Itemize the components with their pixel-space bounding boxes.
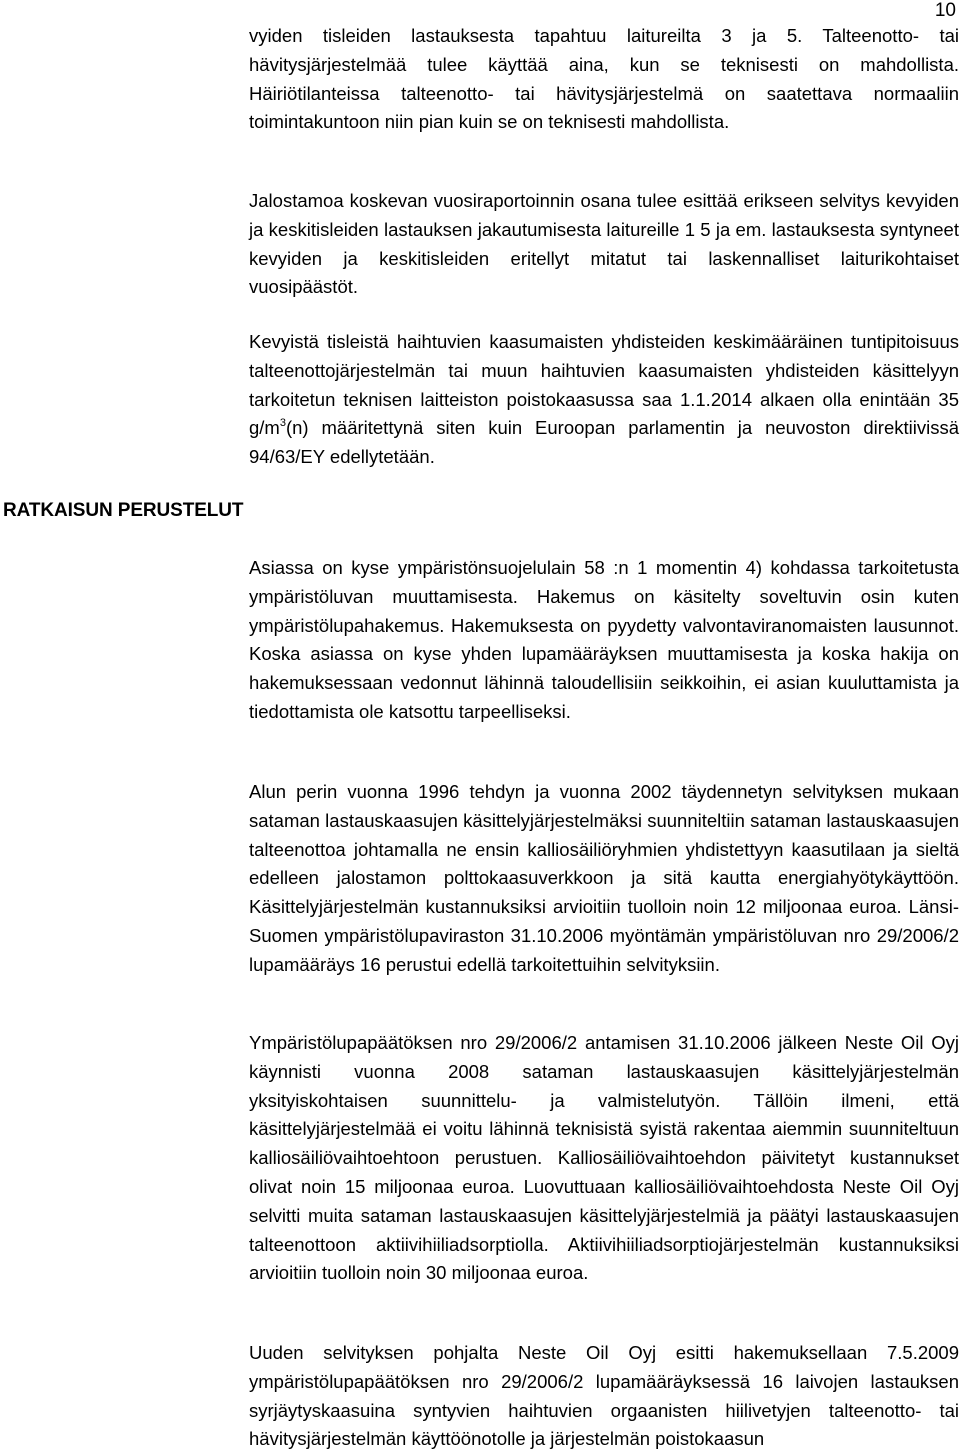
section-heading: RATKAISUN PERUSTELUT <box>3 500 244 521</box>
paragraph-3-superscript: 3 <box>279 417 286 430</box>
paragraph-2: Jalostamoa koskevan vuosiraportoinnin osana tulee esittää erikseen selvitys kevyiden ja keskitisleiden lastauksen jakautumisesta laitureille 1 5 ja em. lastauksesta syntyneet kevyiden ja keskitisleiden eritellyt mitatut tai laskennalliset laiturikohtaiset vuosipäästöt. <box>249 190 959 298</box>
paragraph-5: Alun perin vuonna 1996 tehdyn ja vuonna 2002 täydennetyn selvityksen mukaan sataman lastauskaasujen käsittelyjärjestelmäksi suunniteltiin sataman lastauskaasujen talteenottoa johtamalla ne ensin kalliosäiliöryhmien yhdistettyyn kaasutilaan ja sieltä edelleen jalostamon polttokaasuverkkoon ja sitä kautta energiahyötykäyttöön. Käsittelyjärjestelmän kustannuksiksi arvioitiin tuolloin noin 12 miljoonaa euroa. Länsi-Suomen ympäristölupaviraston 31.10.2006 myöntämän ympäristöluvan nro 29/2006/2 lupamääräys 16 perustui edellä tarkoitettuihin selvityksiin. <box>249 781 959 975</box>
paragraph-3 <box>249 328 959 472</box>
paragraph-7: Uuden selvityksen pohjalta Neste Oil Oyj esitti hakemuksellaan 7.5.2009 ympäristölupapäätöksen nro 29/2006/2 lupamääräyksessä 16 laivojen lastauksen syrjäytyskaasuina syntyvien haihtuvien orgaanisten hiilivetyjen talteenotto- tai hävitysjärjestelmän käyttöönotolle ja järjestelmän poistokaasun <box>249 1342 959 1450</box>
paragraph-4: Asiassa on kyse ympäristönsuojelulain 58 :n 1 momentin 4) kohdassa tarkoitetusta ympäristöluvan muuttamisesta. Hakemus on käsitelty soveltuvin osin kuten ympäristölupahakemus. Hakemuksesta on pyydetty valvontaviranomaisten lausunnot. Koska asiassa on kyse yhden lupamääräyksen muuttamisesta ja koska hakija on hakemuksessaan vedonnut lähinnä taloudellisiin seikkoihin, ei asian kuuluttamista ja tiedottamista ole katsottu tarpeelliseksi. <box>249 557 959 722</box>
paragraph-6: Ympäristölupapäätöksen nro 29/2006/2 antamisen 31.10.2006 jälkeen Neste Oil Oyj käynnisti vuonna 2008 sataman lastauskaasujen käsittelyjärjestelmän yksityiskohtaisen suunnittelu- ja valmistelutyön. Tällöin ilmeni, että käsittelyjärjestelmää ei voitu lähinnä teknisistä syistä rakentaa aiemmin suunniteltuun kalliosäiliövaihtoehtoon perustuen. Kalliosäiliövaihtoehdon päivitetyt kustannukset olivat noin 15 miljoonaa euroa. Luovuttuaan kalliosäiliövaihtoehdosta Neste Oil Oyj selvitti muita sataman lastauskaasujen käsittelyjärjestelmiä ja päätyi lastauskaasujen talteenottoon aktiivihiiliadsorptiolla. Aktiivihiiliadsorptiojärjestelmän kustannuksiksi arvioitiin tuolloin noin 30 miljoonaa euroa. <box>249 1032 959 1284</box>
page-number: 10 <box>934 0 956 21</box>
paragraph-3-text-b: (n) määritettynä siten kuin Euroopan parlamentin ja neuvoston direktiivissä 94/63/EY edellytetään. <box>249 417 959 468</box>
paragraph-3-text-a: Kevyistä tisleistä haihtuvien kaasumaisten yhdisteiden keskimääräinen tuntipitoisuus talteenottojärjestelmän tai muun haihtuvien kaasumaisten yhdisteiden käsittelyyn tarkoitetun teknisen laitteiston poistokaasussa saa 1.1.2014 alkaen olla enintään 35 g/m <box>249 331 959 439</box>
paragraph-1: vyiden tisleiden lastauksesta tapahtuu laitureilta 3 ja 5. Talteenotto- tai hävitysjärjestelmää tulee käyttää aina, kun se teknisesti on mahdollista. Häiriötilanteissa talteenotto- tai hävitysjärjestelmä on saatettava normaaliin toimintakuntoon niin pian kuin se on teknisesti mahdollista. <box>249 25 959 133</box>
